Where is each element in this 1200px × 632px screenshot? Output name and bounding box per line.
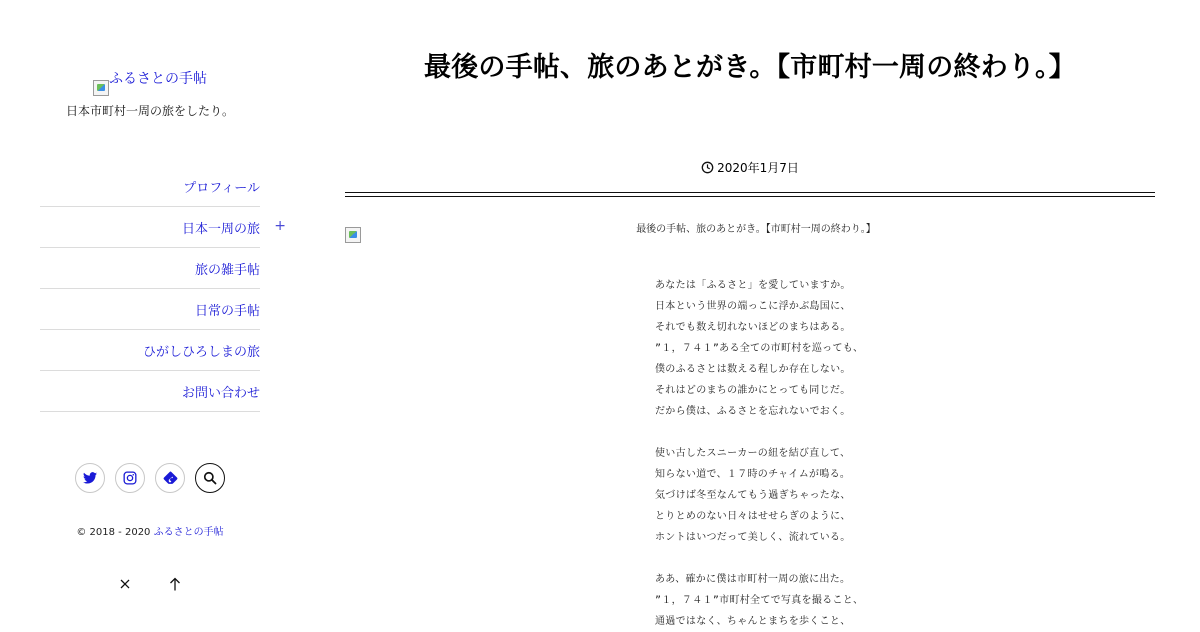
nav-item-label[interactable]: 日常の手帖 bbox=[194, 303, 260, 319]
post-image-caption: 最後の手帖、旅のあとがき。【市町村一周の終わり。】 bbox=[636, 224, 876, 235]
nav-item-label[interactable]: 旅の雑手帖 bbox=[194, 262, 260, 278]
submenu-expand-icon[interactable]: + bbox=[274, 218, 286, 234]
post-body-line: 通過ではなく、ちゃんとまちを歩くこと、 bbox=[655, 616, 851, 627]
nav-item-daily-notes[interactable] bbox=[40, 289, 260, 330]
close-icon[interactable] bbox=[115, 574, 135, 594]
search-button[interactable] bbox=[195, 463, 225, 493]
arrow-up-icon[interactable] bbox=[165, 574, 185, 594]
feedly-icon[interactable] bbox=[155, 463, 185, 493]
post-body-line: 知らない道で、１７時のチャイムが鳴る。 bbox=[655, 469, 851, 480]
post-body-line: ホントはいつだって美しく、流れている。 bbox=[655, 532, 851, 543]
site-logo[interactable] bbox=[40, 70, 260, 96]
nav-item-label[interactable]: ひがしひろしまの旅 bbox=[142, 344, 260, 360]
post-body-line: とりとめのない日々はせせらぎのように、 bbox=[655, 511, 851, 522]
clock-icon bbox=[701, 161, 714, 174]
broken-image-icon bbox=[93, 80, 109, 96]
post-body-line: だから僕は、ふるさとを忘れないでおく。 bbox=[655, 406, 851, 417]
copyright bbox=[40, 523, 260, 538]
post-title: 最後の手帖、旅のあとがき。【市町村一周の終わり。】 bbox=[424, 52, 1076, 82]
stanza-gap bbox=[655, 422, 915, 443]
nav-item-travel-notes[interactable] bbox=[40, 248, 260, 289]
twitter-icon[interactable] bbox=[75, 463, 105, 493]
copyright-text: © 2018 - 2020 bbox=[76, 527, 151, 538]
post-body-line: 日本という世界の端っこに浮かぶ島国に、 bbox=[655, 301, 851, 312]
nav-item-contact[interactable] bbox=[40, 371, 260, 412]
post-body-line: ああ、確かに僕は市町村一周の旅に出た。 bbox=[655, 574, 851, 585]
post-body-line: それはどのまちの誰かにとっても同じだ。 bbox=[655, 385, 851, 396]
post-body-line: 僕のふるさとは数える程しか存在しない。 bbox=[655, 364, 851, 375]
post-body-line: 使い古したスニーカーの紐を結び直して、 bbox=[655, 448, 851, 459]
post-body-line: 気づけば冬至なんてもう過ぎちゃったな、 bbox=[655, 490, 851, 501]
post-content bbox=[345, 0, 1155, 630]
nav-item-profile[interactable] bbox=[40, 166, 260, 207]
post-body-line: あなたは「ふるさと」を愛していますか。 bbox=[655, 280, 851, 291]
stanza-gap bbox=[655, 548, 915, 569]
post-body-line: ”１，７４１”ある全ての市町村を巡っても、 bbox=[655, 343, 864, 354]
nav-item-higashihiroshima[interactable] bbox=[40, 330, 260, 371]
sidebar-bottom-controls bbox=[115, 574, 185, 594]
site-tagline: 日本市町村一周の旅をしたり。 bbox=[65, 104, 234, 118]
site-logo-link[interactable]: ふるさとの手帖 bbox=[109, 71, 207, 87]
post-date bbox=[345, 159, 1155, 176]
sidebar bbox=[40, 0, 286, 630]
social-links bbox=[75, 463, 225, 493]
nav-item-label[interactable]: プロフィール bbox=[183, 180, 260, 196]
post-body-line: ”１，７４１”市町村全てで写真を撮ること、 bbox=[655, 595, 864, 606]
nav-item-label[interactable]: 日本一周の旅 bbox=[181, 221, 260, 237]
post-body-line: それでも数え切れないほどのまちはある。 bbox=[655, 322, 851, 333]
copyright-site-link[interactable]: ふるさとの手帖 bbox=[153, 527, 224, 538]
title-divider bbox=[345, 192, 1155, 197]
search-icon bbox=[203, 471, 217, 485]
instagram-icon[interactable] bbox=[115, 463, 145, 493]
nav-item-label[interactable]: お問い合わせ bbox=[181, 385, 260, 401]
main-nav bbox=[40, 166, 286, 412]
post-date-text: 2020年1月7日 bbox=[717, 161, 799, 175]
nav-item-japan-trip[interactable] bbox=[40, 207, 286, 248]
post-body bbox=[655, 275, 915, 632]
